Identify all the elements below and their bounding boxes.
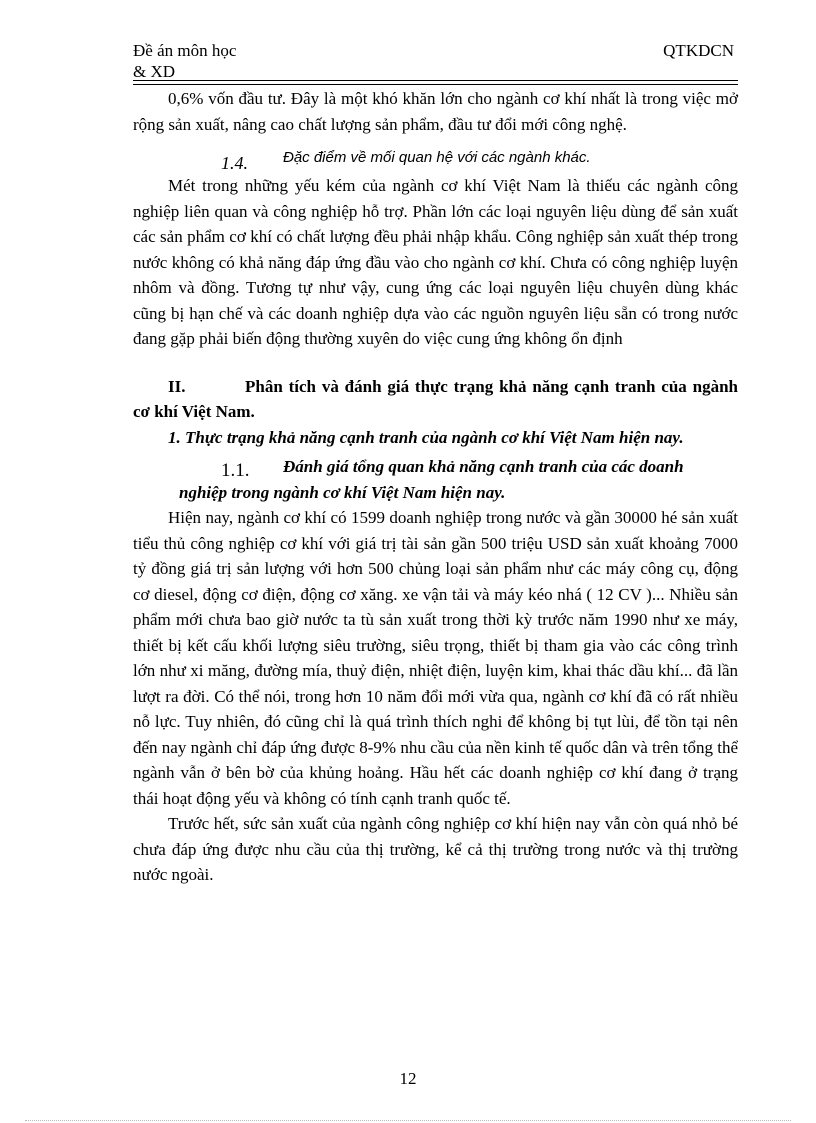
header-department: QTKDCN	[663, 41, 734, 60]
subsection-title: Đặc điểm về mối quan hệ với các ngành khác.	[283, 149, 591, 166]
paragraph-related-industries: Mét trong những yếu kém của ngành cơ khí Việt Nam là thiếu các ngành công nghiệp liên quan và công nghiệp hỗ trợ. Phần lớn các loại nguyên liệu dùng để sản xuất các sản phẩm cơ khí có chất lượng đều phải nhập khẩu. Công nghiệp sản xuất thép trong nước không có khả năng đáp ứng đầu vào cho ngành cơ khí. Chưa có công nghiệp luyện nhôm và đồng. Tương tự như vậy, cung ứng các loại nguyên liệu chuyên dùng khác cũng bị hạn chế và các doanh nghiệp dựa vào các nguồn nguyên liệu sẵn có trong nước đang gặp phải biến động thường xuyên do việc cung ứng không ổn định	[133, 176, 738, 348]
subsection-number: 1.4.	[221, 153, 248, 173]
subsection-heading-1-1	[133, 454, 738, 505]
header-rule-thin	[133, 84, 738, 85]
header-course-suffix: & XD	[133, 62, 176, 81]
document-body	[133, 86, 738, 888]
paragraph-continuation: 0,6% vốn đầu tư. Đây là một khó khăn lớn cho ngành cơ khí nhất là trong việc mở rộng sản xuất, nâng cao chất lượng sản phẩm, đầu tư đổi mới công nghệ.	[133, 89, 738, 134]
subsection-number: 1.1.	[221, 460, 250, 481]
paragraph-overview: Hiện nay, ngành cơ khí có 1599 doanh nghiệp trong nước và gần 30000 hé sản xuất tiểu thủ công nghiệp cơ khí với giá trị tài sản gần 500 triệu USD sản xuất khoảng 7000 tỷ đồng giá trị sản lượng với hơn 500 chủng loại sản phẩm như các máy công cụ, động cơ diesel, động cơ điện, động cơ xăng. xe vận tải và máy kéo nhá ( 12 CV )... Nhiều sản phẩm mới chưa bao giờ nước ta tù sản xuất trong thời kỳ trước năm 1990 như xe máy, thiết bị kết cấu khối lượng siêu trường, siêu trọng, thiết bị tham gia vào các công trình lớn như xi măng, đường mía, thuỷ điện, nhiệt điện, luyện kim, khai thác dầu khí... đã lần lượt ra đời. Có thể nói, trong hơn 10 năm đổi mới vừa qua, ngành cơ khí đã có rất nhiều nỗ lực. Tuy nhiên, đó cũng chỉ là quá trình thích nghi để không bị tụt lùi, để tồn tại nên đến nay ngành chỉ đáp ứng được 8-9% nhu cầu của nền kinh tế quốc dân và trên tổng thể ngành vẫn ở bên bờ của khủng hoảng. Hầu hết các doanh nghiệp cơ khí đang ở trạng thái hoạt động yếu và không có tính cạnh tranh quốc tế.	[133, 508, 738, 808]
subsection-heading-1: 1. Thực trạng khả năng cạnh tranh của ngành cơ khí Việt Nam hiện nay.	[168, 427, 684, 447]
page-number: 12	[399, 1069, 417, 1088]
paragraph-production-capacity: Trước hết, sức sản xuất của ngành công nghiệp cơ khí hiện nay vẫn còn quá nhỏ bé chưa đáp ứng được nhu cầu của thị trường, kể cả thị trường trong nước và thị trường nước ngoài.	[133, 814, 738, 884]
page-bottom-border	[25, 1120, 791, 1121]
section-heading-ii	[133, 374, 738, 425]
section-number: II.	[168, 376, 186, 396]
header-course-title: Đề án môn học	[133, 41, 237, 60]
header-left	[133, 40, 236, 82]
subsection-heading-1-4	[133, 145, 738, 173]
section-title: Phân tích và đánh giá thực trạng khả năng cạnh tranh của ngành cơ khí Việt Nam.	[133, 376, 738, 421]
subsection-title-line2: nghiệp trong ngành cơ khí Việt Nam hiện nay.	[179, 482, 506, 502]
subsection-title-line1: Đánh giá tổng quan khả năng cạnh tranh của các doanh	[283, 457, 684, 476]
header-rule-thick	[133, 80, 738, 81]
